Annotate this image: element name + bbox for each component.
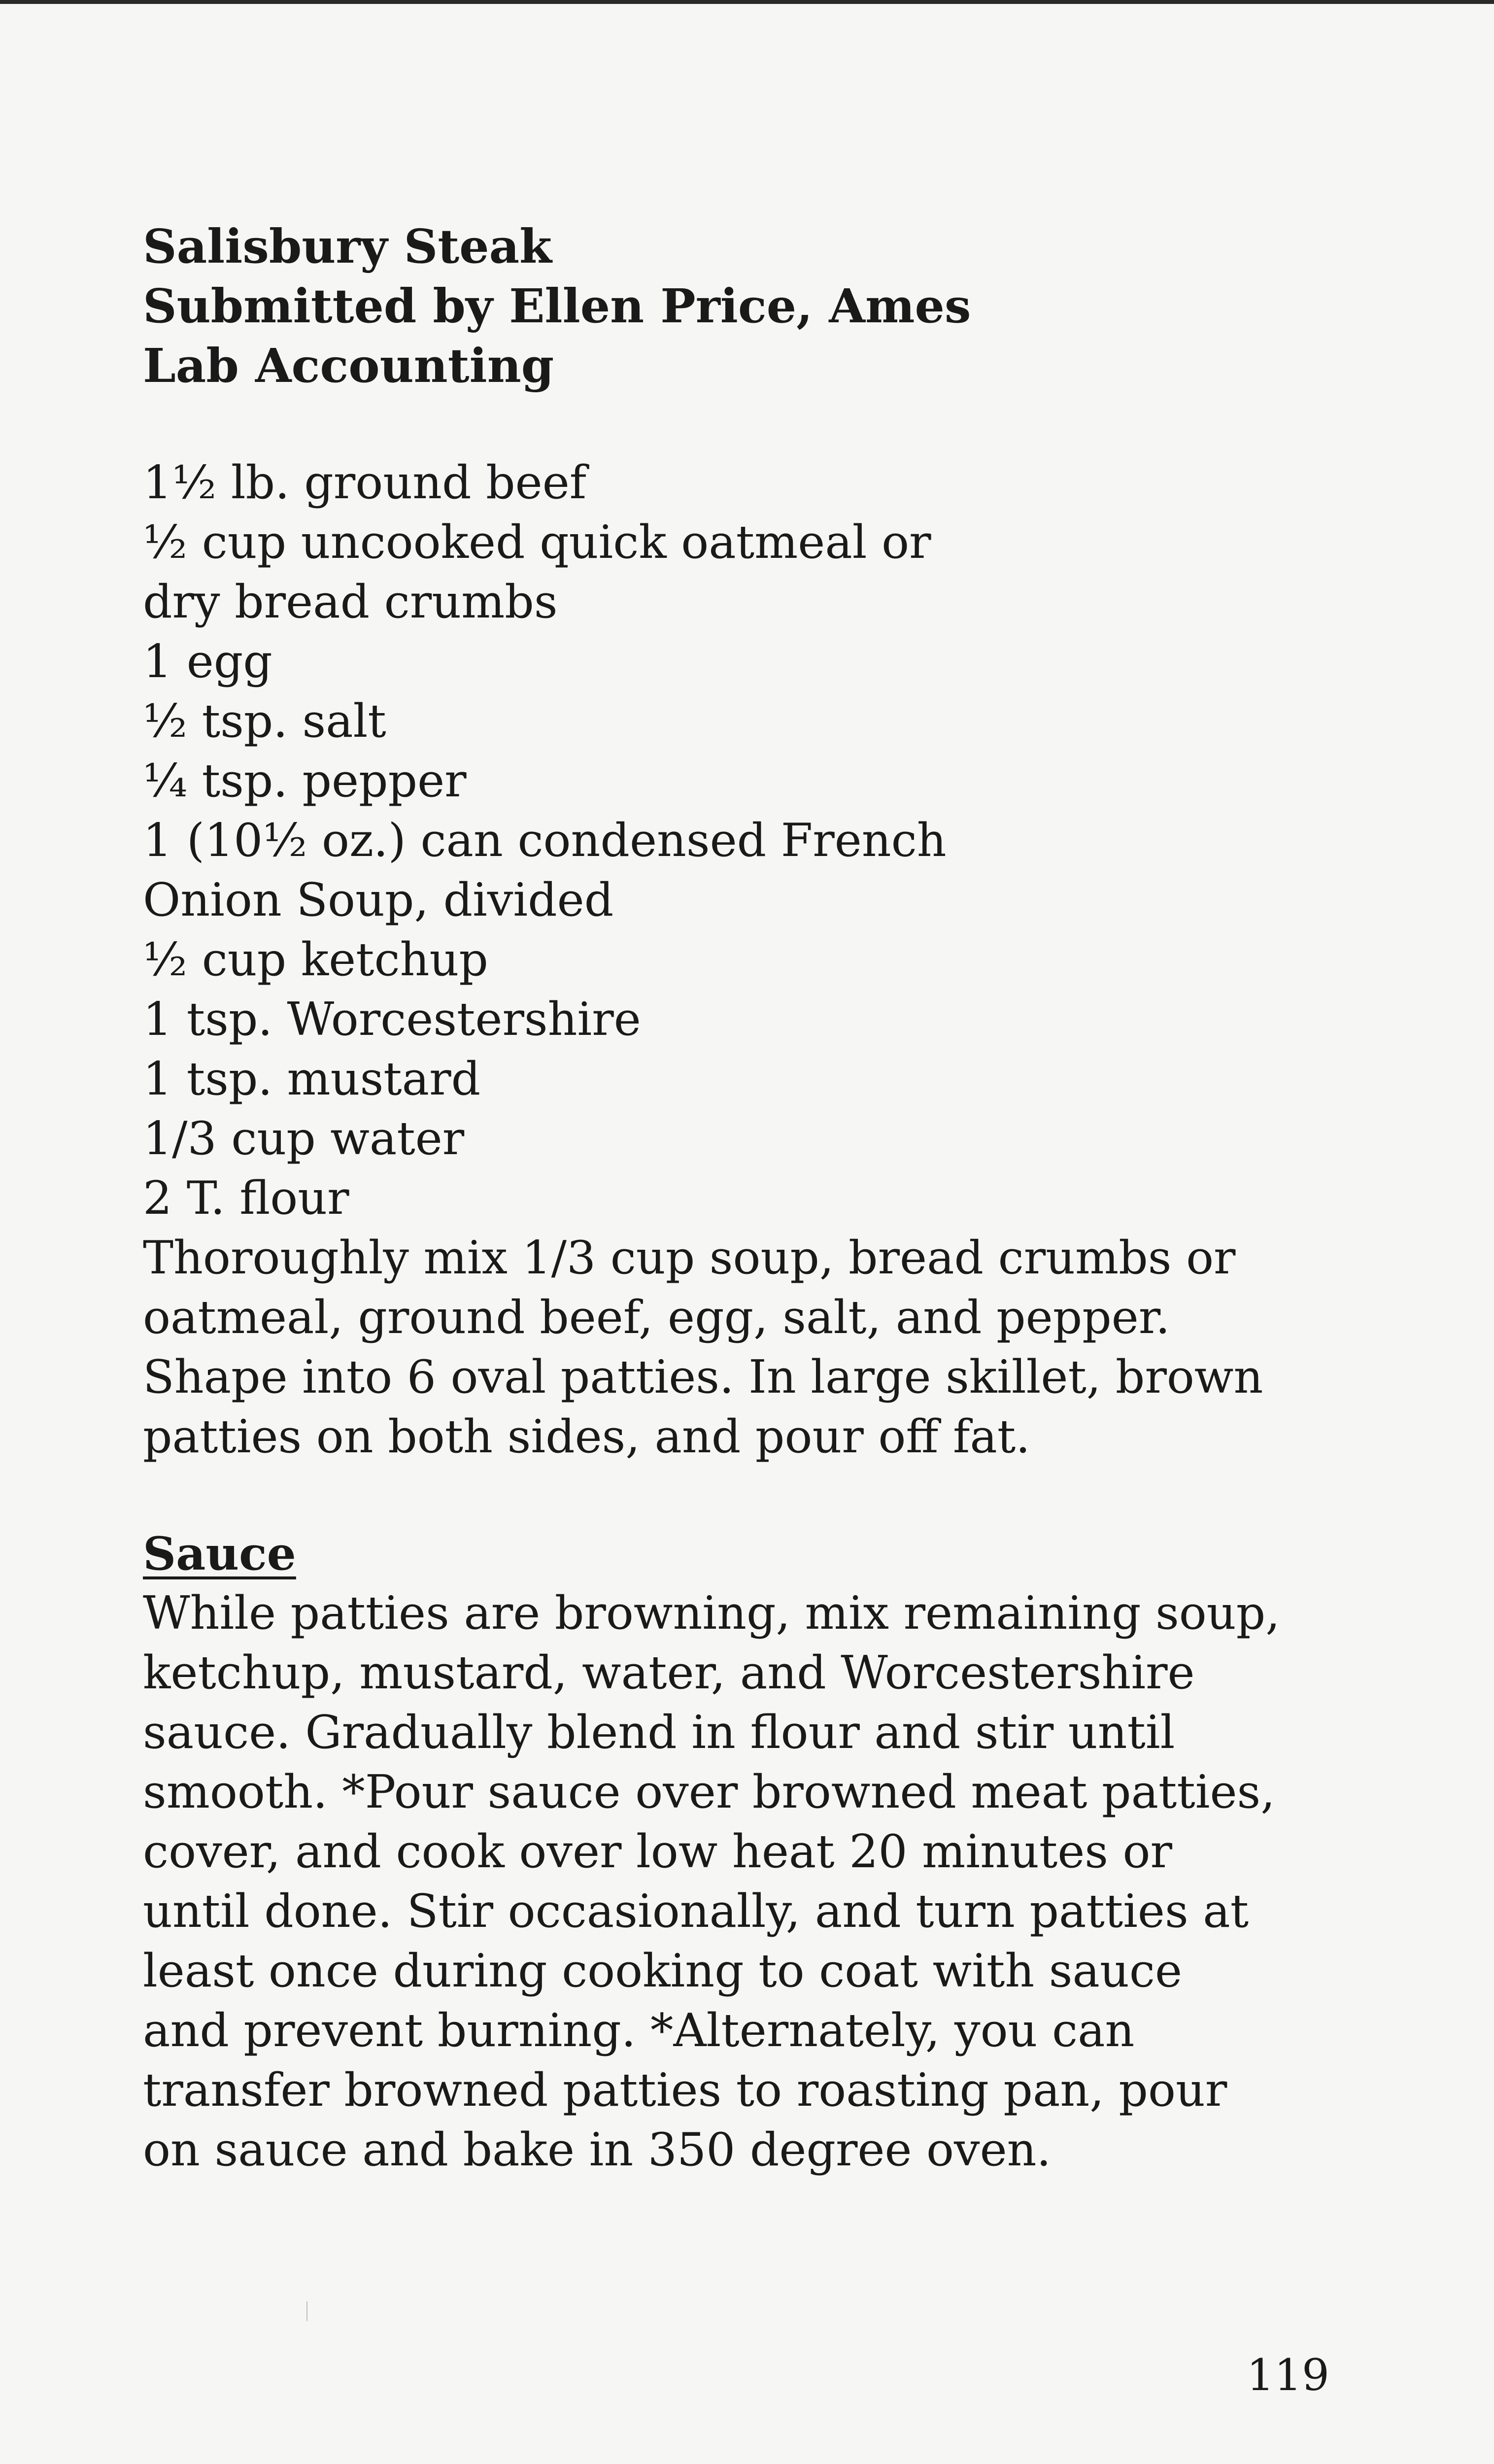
ingredient-list — [143, 453, 1281, 1228]
paper-mark — [306, 2301, 307, 2321]
ingredient-line: 1 tsp. mustard — [143, 1052, 481, 1105]
ingredient-line: 1 tsp. Worcestershire — [143, 992, 641, 1046]
top-border-rule — [0, 0, 1494, 4]
sauce-heading: Sauce — [143, 1527, 296, 1580]
ingredient-line: ½ tsp. salt — [143, 694, 386, 748]
ingredient-line: 1½ lb. ground beef — [143, 456, 587, 509]
recipe-submitter: Submitted by Ellen Price, Ames — [143, 279, 971, 334]
ingredient-line: ¼ tsp. pepper — [143, 754, 467, 807]
ingredient-line: ½ cup uncooked quick oatmeal or — [143, 515, 931, 569]
recipe-title-block — [143, 217, 1281, 396]
ingredient-line: Onion Soup, divided — [143, 873, 614, 926]
ingredient-line: ½ cup ketchup — [143, 933, 488, 986]
recipe-page — [143, 217, 1281, 2180]
directions-paragraph: Thoroughly mix 1/3 cup soup, bread crumbs or oatmeal, ground beef, egg, salt, and pepper. Shape into 6 oval patties. In large skillet, brown patties on both sides, and pour off fat. — [143, 1231, 1263, 1463]
ingredient-line: 2 T. flour — [143, 1171, 349, 1225]
ingredient-line: 1 egg — [143, 635, 272, 688]
ingredient-line: 1/3 cup water — [143, 1112, 465, 1165]
recipe-department: Lab Accounting — [143, 339, 554, 393]
ingredient-line: 1 (10½ oz.) can condensed French — [143, 814, 947, 867]
sauce-paragraph: While patties are browning, mix remaining soup, ketchup, mustard, water, and Worcestershire sauce. Gradually blend in flour and stir until smooth. *Pour sauce over browned meat patties, cover, and cook over low heat 20 minutes or until done. Stir occasionally, and turn patties at least once during cooking to coat with sauce and prevent burning. *Alternately, you can transfer browned patties to roasting pan, pour on sauce and bake in 350 degree oven. — [143, 1586, 1280, 2176]
recipe-title: Salisbury Steak — [143, 219, 552, 274]
page-number: 119 — [1247, 2350, 1329, 2400]
ingredient-line: dry bread crumbs — [143, 575, 558, 628]
